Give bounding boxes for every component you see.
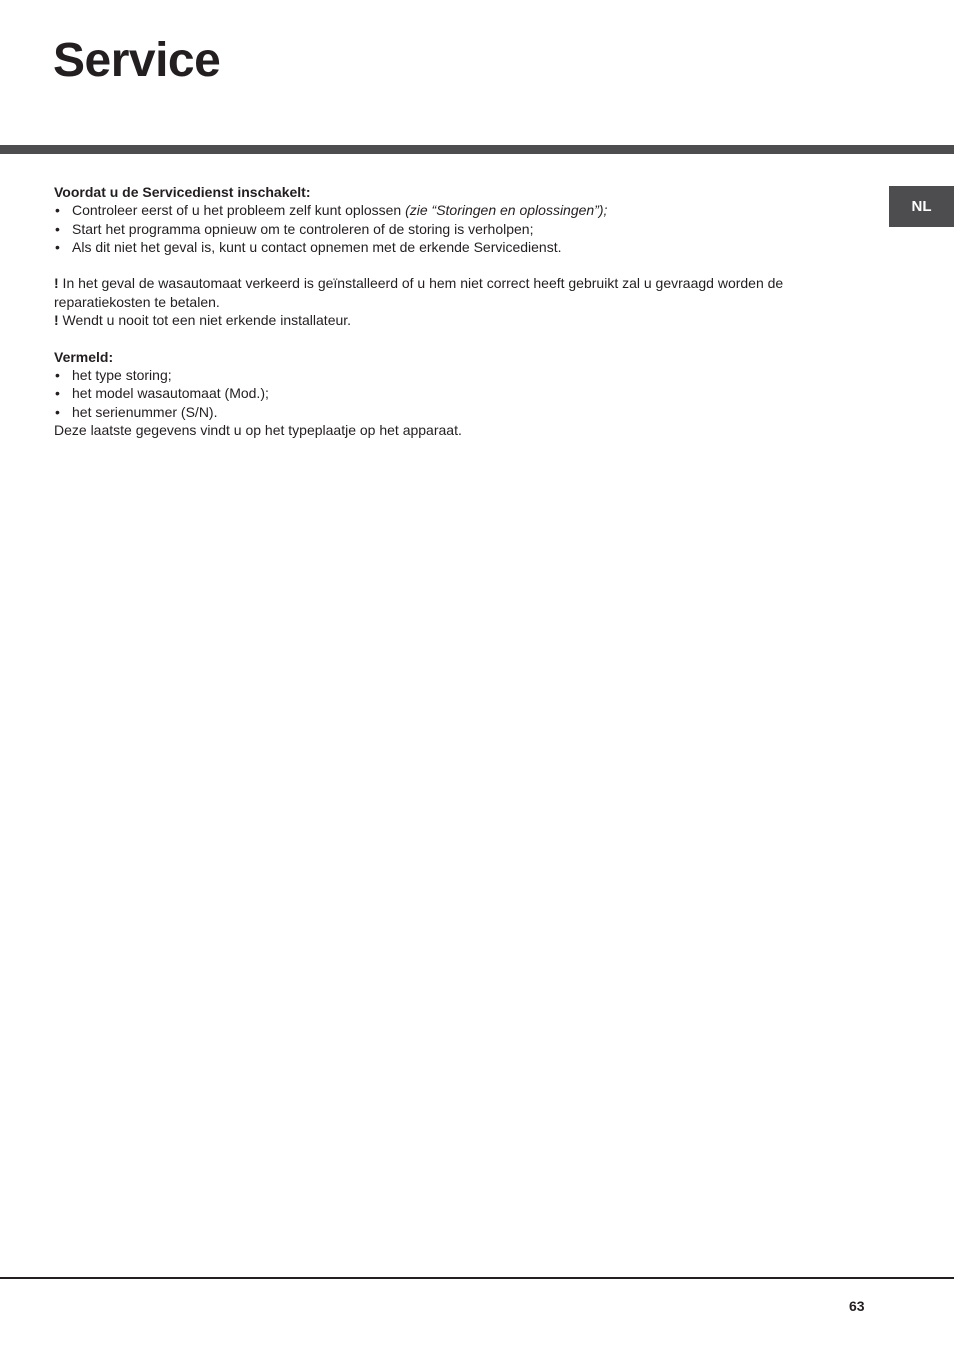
warning-note — [54, 274, 844, 311]
list-item-text: het serienummer (S/N). — [72, 403, 218, 420]
list-item — [54, 238, 844, 256]
list-item — [54, 366, 844, 384]
language-tab — [889, 186, 954, 227]
list-item — [54, 220, 844, 238]
checklist-mention — [54, 366, 844, 421]
rating-plate-note: Deze laatste gegevens vindt u op het typeplaatje op het apparaat. — [54, 421, 462, 438]
checklist-before-contact — [54, 201, 844, 256]
warning-text: Wendt u nooit tot een niet erkende installateur. — [58, 312, 352, 329]
header-divider — [0, 145, 954, 154]
warning-mark-icon: ! — [54, 275, 59, 292]
warning-note — [54, 311, 844, 329]
service-content — [54, 183, 844, 439]
list-item-reference: (zie “Storingen en oplossingen”); — [405, 202, 608, 219]
list-item-text: Als dit niet het geval is, kunt u contact opnemen met de erkende Servicedienst. — [72, 238, 562, 255]
list-item-text: Start het programma opnieuw om te controleren of de storing is verholpen; — [72, 220, 534, 237]
footer-divider — [0, 1277, 954, 1279]
list-item-text: het type storing; — [72, 366, 172, 383]
page-title: Service — [53, 34, 221, 87]
language-tab-label: NL — [911, 198, 932, 215]
section-heading-before-contact: Voordat u de Servicedienst inschakelt: — [54, 184, 311, 200]
bullet-icon: • — [55, 202, 60, 219]
warning-text: In het geval de wasautomaat verkeerd is geïnstalleerd of u hem niet correct heeft gebruikt zal u gevraagd worden de reparatiekosten te betalen. — [54, 275, 784, 310]
bullet-icon: • — [55, 385, 60, 402]
list-item — [54, 201, 844, 219]
bullet-icon: • — [55, 366, 60, 383]
list-item-text: het model wasautomaat (Mod.); — [72, 385, 269, 402]
list-item — [54, 384, 844, 402]
warning-mark-icon: ! — [54, 312, 59, 329]
bullet-icon: • — [55, 220, 60, 237]
bullet-icon: • — [55, 403, 60, 420]
section-heading-mention: Vermeld: — [54, 348, 114, 365]
bullet-icon: • — [55, 238, 60, 255]
list-item — [54, 403, 844, 421]
page-number: 63 — [849, 1298, 865, 1314]
list-item-text: Controleer eerst of u het probleem zelf kunt oplossen — [72, 202, 406, 219]
